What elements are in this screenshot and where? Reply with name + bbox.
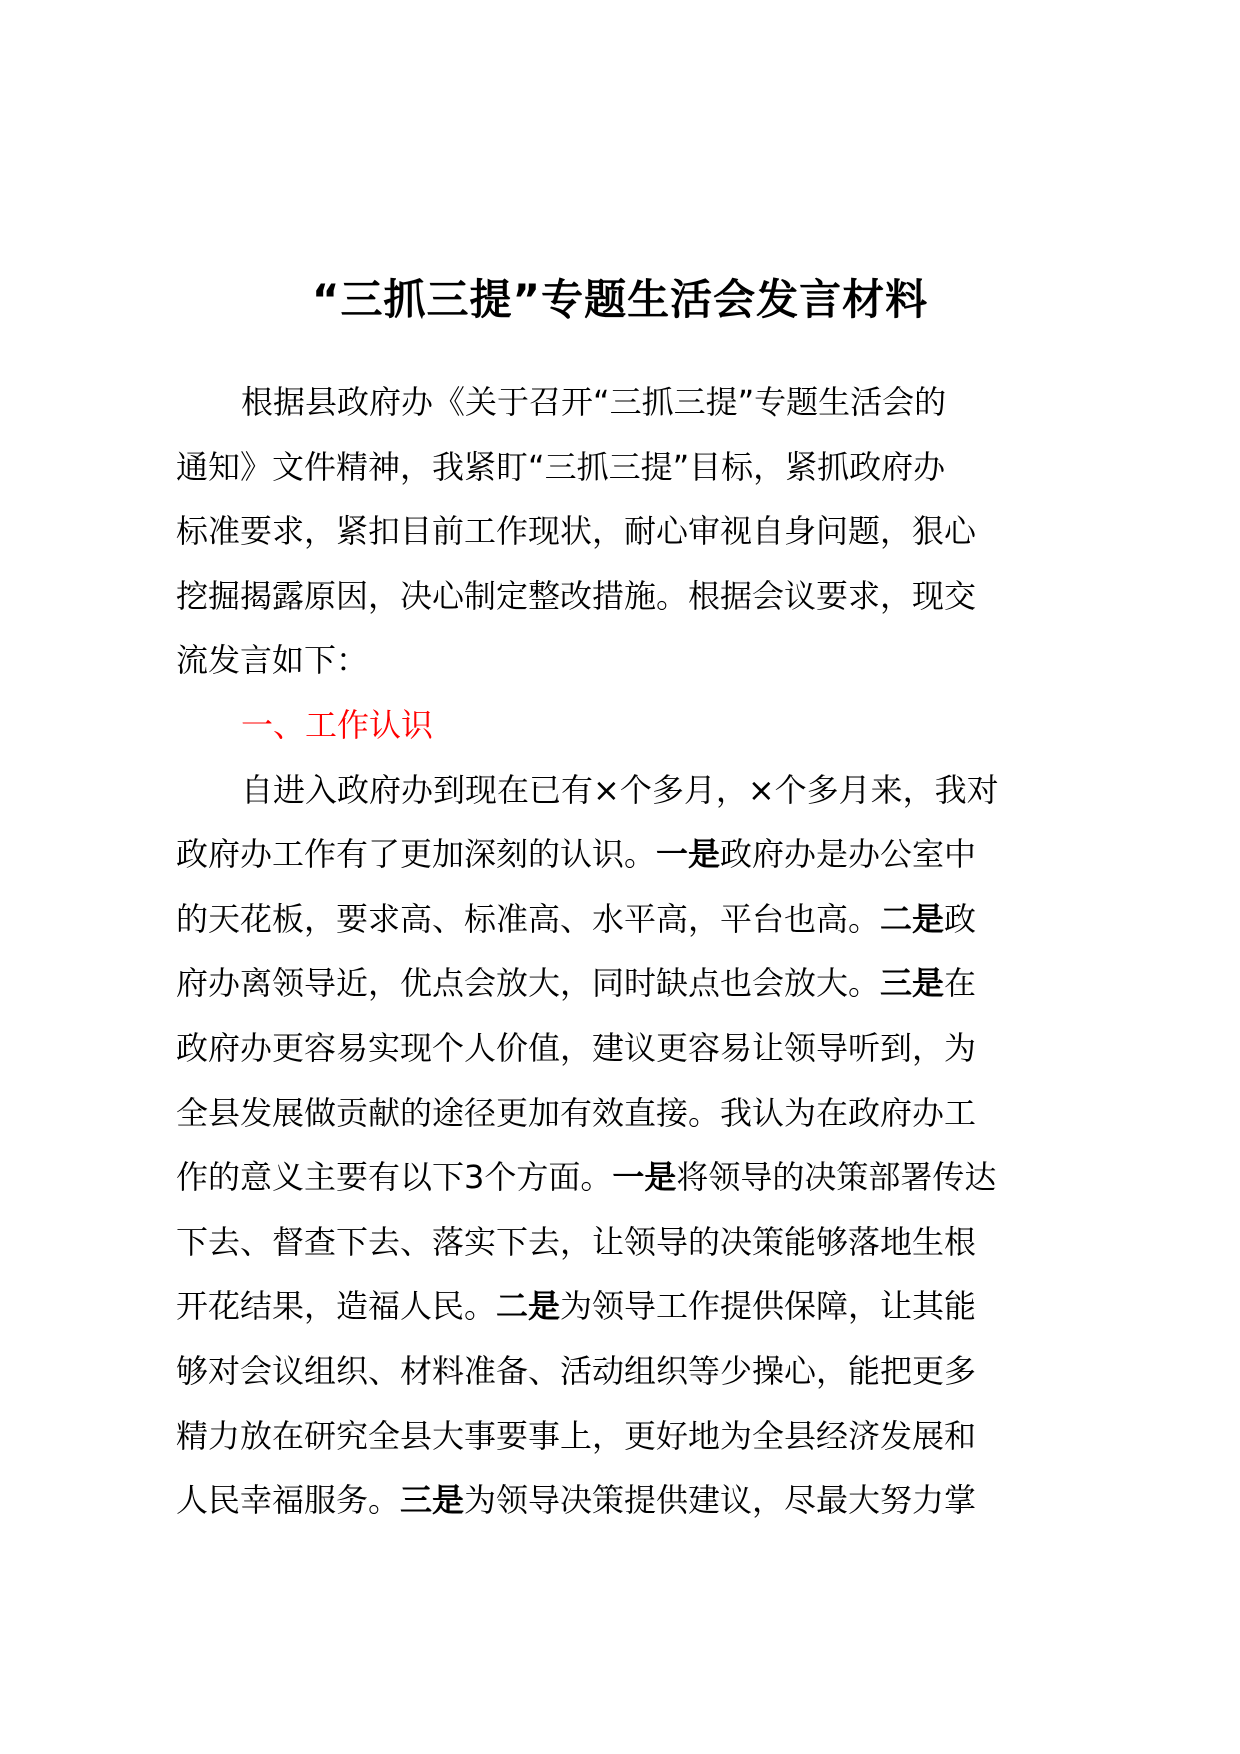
text-segment: 政府办是办公室中 <box>720 835 977 874</box>
paragraph-line <box>176 822 1106 887</box>
paragraph-line <box>176 951 1106 1016</box>
paragraph-line <box>176 1210 1106 1275</box>
paragraph-line <box>176 758 1106 823</box>
section-heading: 一、工作认识 <box>241 705 434 744</box>
text-segment: 开花结果，造福人民。 <box>176 1287 497 1326</box>
text-segment: 为领导工作提供保障，让其能 <box>560 1287 977 1326</box>
bold-ordinal: 二是 <box>880 899 945 938</box>
text-segment: 够对会议组织、材料准备、活动组织等少操心，能把更多 <box>176 1351 977 1390</box>
paragraph-line <box>176 1081 1106 1146</box>
bold-ordinal: 二是 <box>496 1287 561 1326</box>
paragraph-line <box>176 1468 1106 1533</box>
text-segment: 政府办工作有了更加深刻的认识。 <box>176 835 657 874</box>
text-segment: 下去、督查下去、落实下去，让领导的决策能够落地生根 <box>176 1222 977 1261</box>
text-segment: 全县发展做贡献的途径更加有效直接。我认为在政府办工 <box>176 1093 977 1132</box>
text-segment: 政府办更容易实现个人价值，建议更容易让领导听到，为 <box>176 1028 977 1067</box>
text-segment: 作的意义主要有以下3个方面。 <box>176 1158 613 1197</box>
intro-line: 通知》文件精神，我紧盯“三抓三提”目标，紧抓政府办 <box>176 447 946 486</box>
text-segment: 为领导决策提供建议，尽最大努力掌 <box>464 1481 977 1520</box>
text-segment: 精力放在研究全县大事要事上，更好地为全县经济发展和 <box>176 1416 977 1455</box>
bold-ordinal: 三是 <box>880 964 945 1003</box>
bold-ordinal: 一是 <box>656 835 721 874</box>
paragraph-line <box>176 1274 1106 1339</box>
bold-ordinal: 一是 <box>612 1158 677 1197</box>
text-segment: 在 <box>944 964 977 1003</box>
text-segment: 将领导的决策部署传达 <box>676 1158 997 1197</box>
intro-line: 标准要求，紧扣目前工作现状，耐心审视自身问题，狠心 <box>176 512 977 551</box>
paragraph-line <box>176 1145 1106 1210</box>
intro-line: 流发言如下： <box>176 641 369 680</box>
text-segment: 的天花板，要求高、标准高、水平高，平台也高。 <box>176 899 881 938</box>
text-segment: 政 <box>944 899 977 938</box>
text-segment: 自进入政府办到现在已有×个多月，×个多月来，我对 <box>241 770 999 809</box>
text-segment: 人民幸福服务。 <box>176 1481 401 1520</box>
intro-line: 挖掘揭露原因，决心制定整改措施。根据会议要求，现交 <box>176 576 977 615</box>
intro-line: 根据县政府办《关于召开“三抓三提”专题生活会的 <box>241 383 947 421</box>
paragraph-line <box>176 887 1106 952</box>
paragraph-line <box>176 1339 1106 1404</box>
bold-ordinal: 三是 <box>400 1481 465 1520</box>
paragraph-line <box>176 1404 1106 1469</box>
document-body <box>176 370 1106 1533</box>
section-paragraph <box>176 758 1106 1533</box>
paragraph-line <box>176 1016 1106 1081</box>
document-title: “三抓三提”专题生活会发言材料 <box>311 275 929 324</box>
text-segment: 府办离领导近，优点会放大，同时缺点也会放大。 <box>176 964 881 1003</box>
